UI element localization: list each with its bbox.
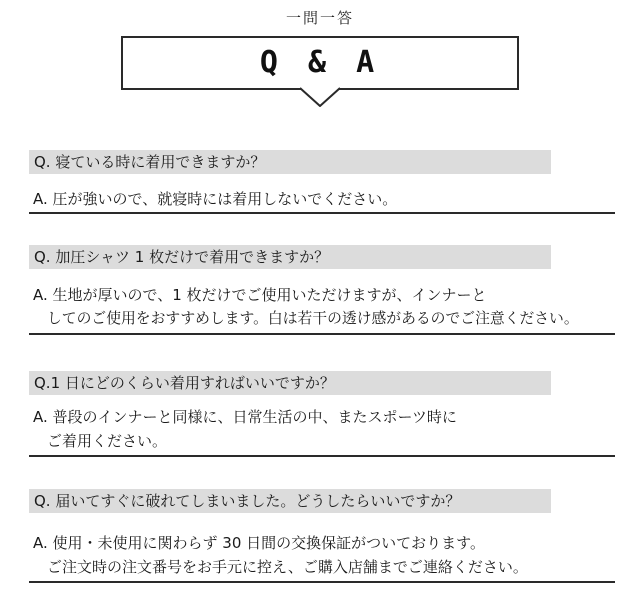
divider-4 — [29, 581, 615, 583]
question-bar-1 — [29, 150, 551, 174]
answer-text-4-line-2: ご注文時の注文番号をお手元に控え、ご購入店舗までご連絡ください。 — [47, 558, 528, 576]
question-text-3: Q.1 日にどのくらい着用すればいいですか？ — [34, 374, 335, 392]
question-bar-4 — [29, 489, 551, 513]
answer-text-2-line-1: A. 生地が厚いので、1 枚だけでご使用いただけますが、インナーと — [33, 286, 487, 304]
answer-text-3-line-2: ご着用ください。 — [47, 432, 168, 450]
page-title: Q & A — [259, 45, 381, 80]
answer-text-4-line-1: A. 使用・未使用に関わらず 30 日間の交換保証がついております。 — [33, 534, 485, 552]
answer-text-2-line-2: してのご使用をおすすめします。白は若干の透け感があるのでご注意ください。 — [47, 310, 579, 327]
section-subtitle: 一問一答 — [285, 9, 354, 27]
question-text-4: Q. 届いてすぐに破れてしまいました。どうしたらいいですか？ — [34, 492, 461, 510]
title-box — [121, 36, 519, 90]
question-text-1: Q. 寝ている時に着用できますか？ — [34, 153, 266, 171]
divider-1 — [29, 212, 615, 214]
answer-text-1-line-1: A. 圧が強いので、就寝時には着用しないでください。 — [33, 190, 398, 208]
question-text-2: Q. 加圧シャツ 1 枚だけで着用できますか？ — [34, 248, 330, 266]
question-bar-2 — [29, 245, 551, 269]
divider-3 — [29, 455, 615, 457]
answer-text-3-line-1: A. 普段のインナーと同様に、日常生活の中、またスポーツ時に — [33, 408, 457, 426]
title-pointer-icon — [300, 85, 340, 107]
divider-2 — [29, 333, 615, 335]
question-bar-3 — [29, 371, 551, 395]
